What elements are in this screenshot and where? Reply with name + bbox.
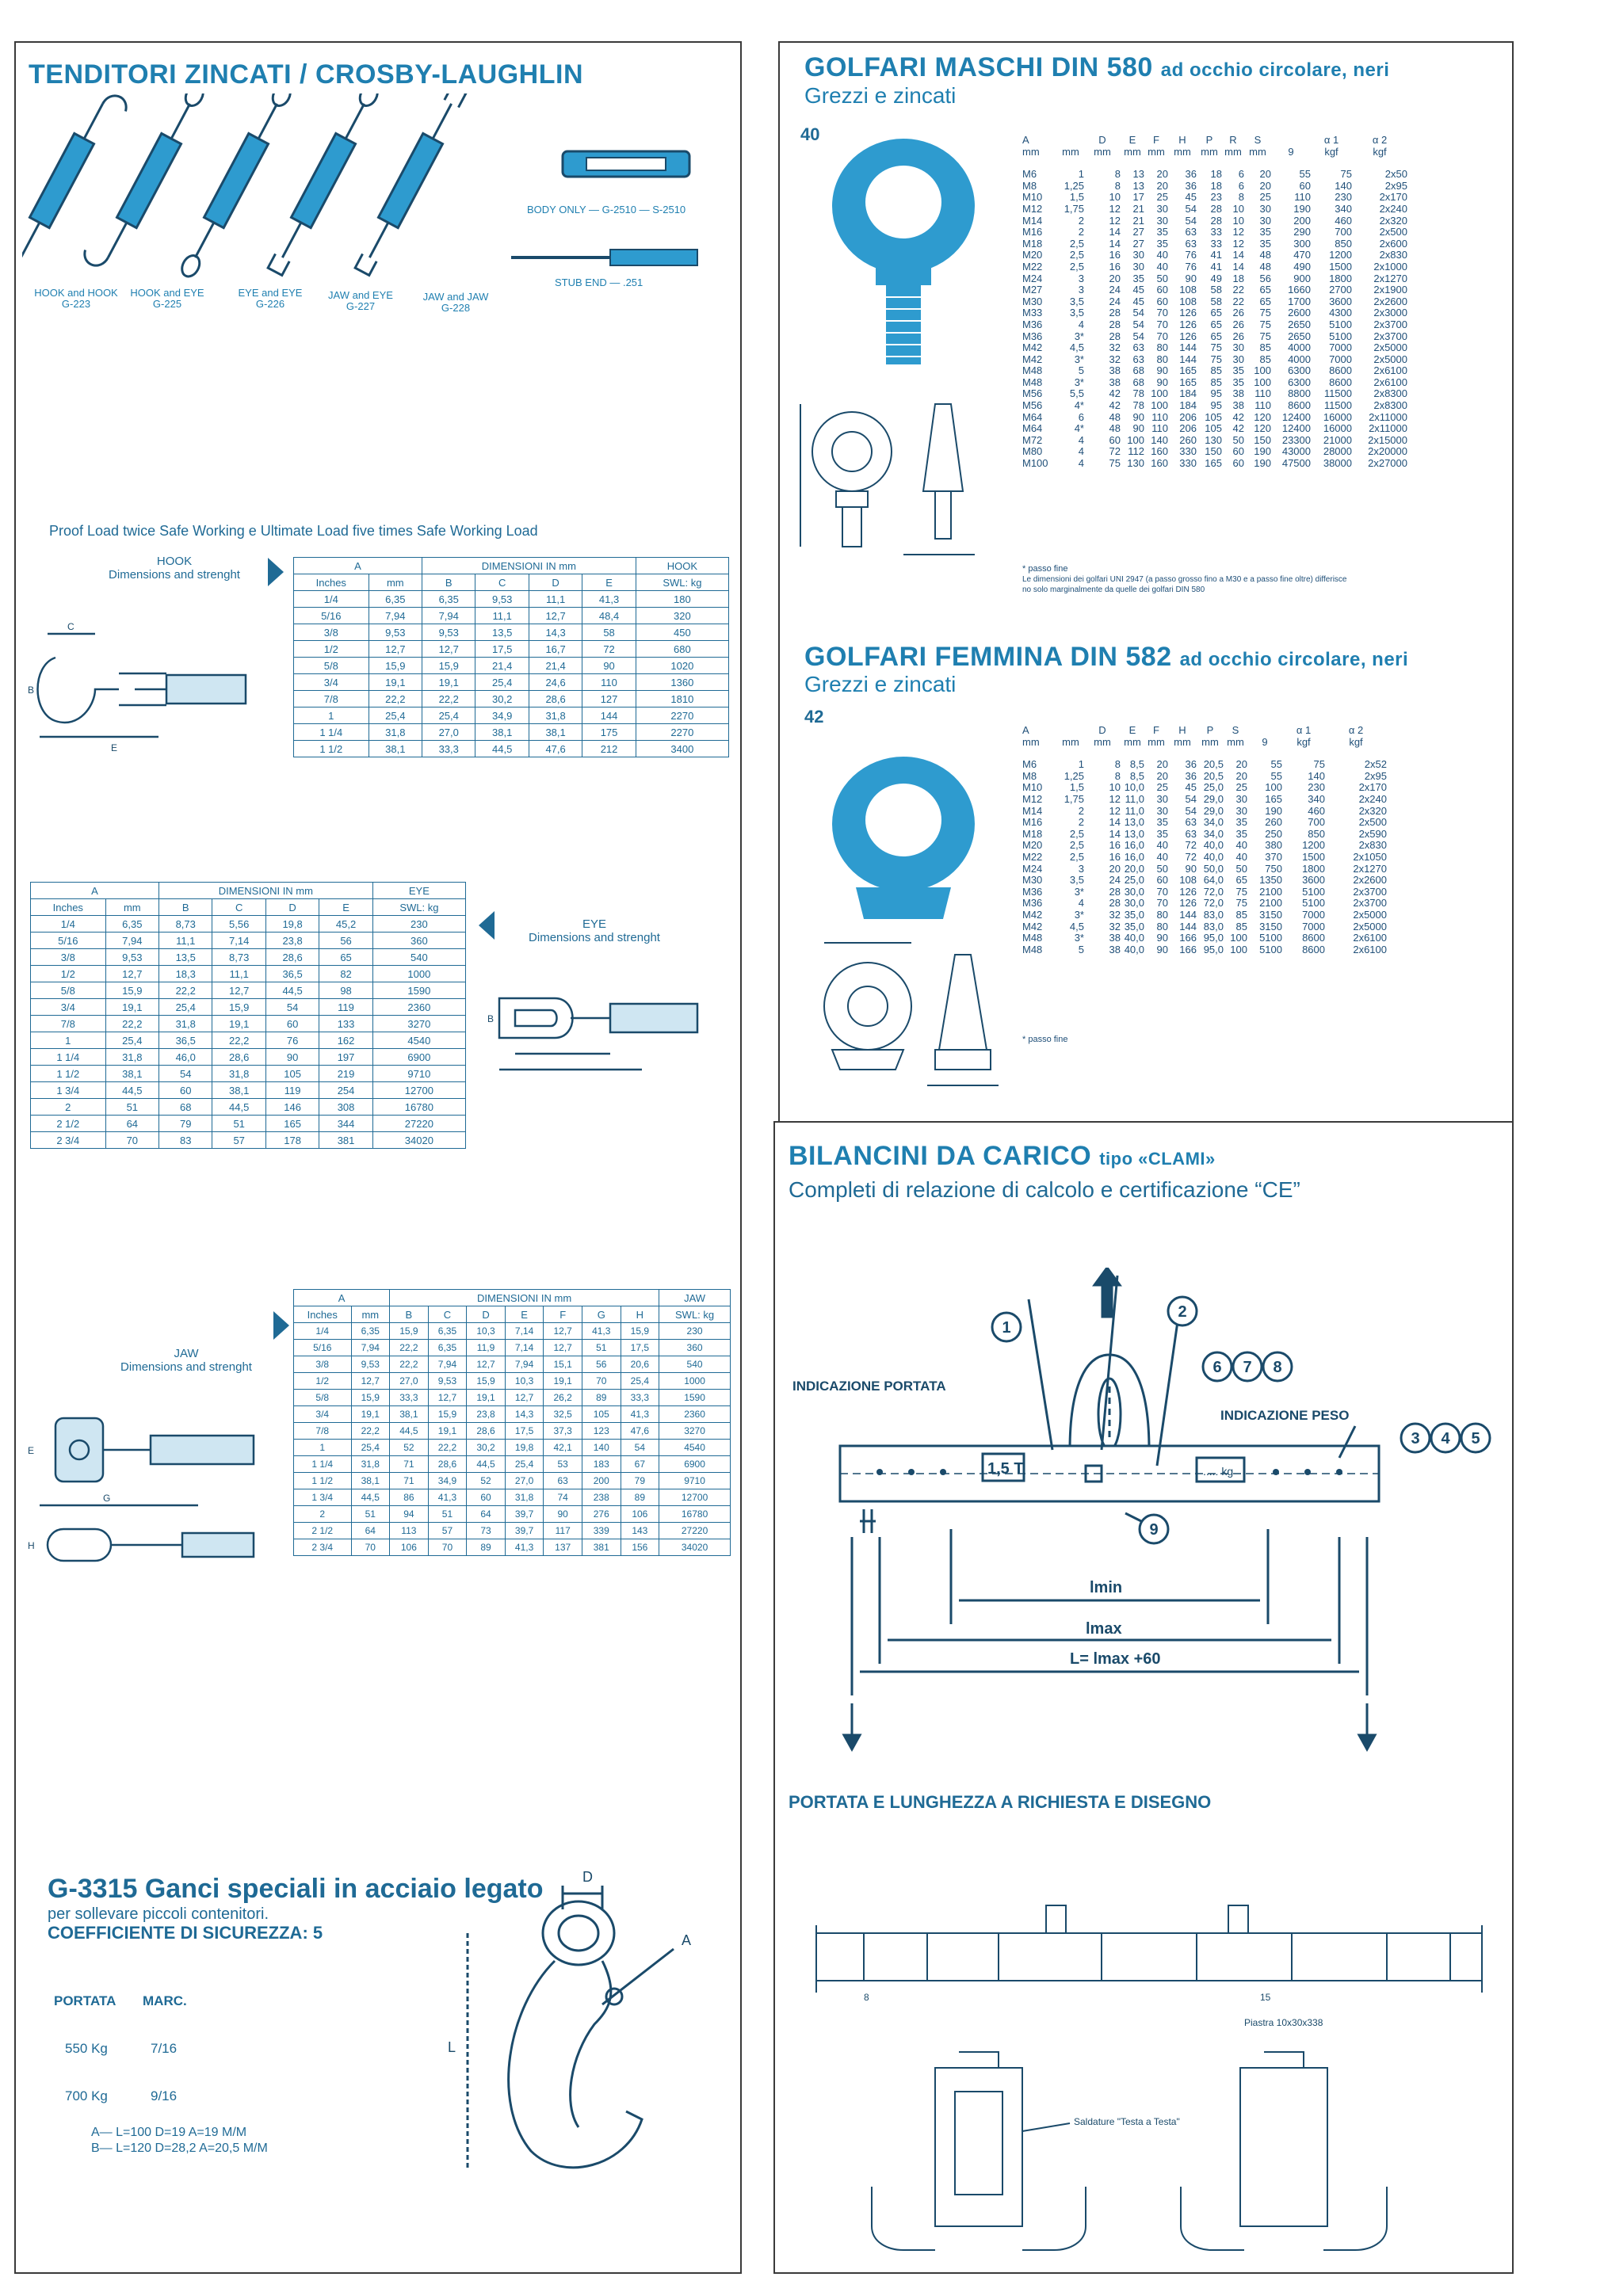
svg-text:15: 15 <box>1260 1992 1271 2003</box>
jaw-table-row: 1 3/4 44,5 86 41,3 60 31,8 74 238 89 12700 <box>294 1489 731 1506</box>
svg-text:C: C <box>67 621 74 632</box>
jaw-table: A DIMENSIONI IN mm JAW Inches mm B C D E F G H SWL: kg 1/4 6,35 15,9 6,35 10,3 7,14 12,7 41,3 15,9 230 5/16 7,94 22,2 6,35 11,9 7,14 12,7 51 17,5 360 3/8 9,53 22,2 7,94 12,7 7,94 15,1 56 20,6 540 1/2 12,7 27,0 9,53 15,9 10,3 19,1 70 25,4 1000 5/8 15,9 33,3 12,7 19,1 12,7 26,2 89 33,3 1590 3/4 19,1 38,1 15,9 23,8 14,3 32,5 105 41,3 2360 7/8 22,2 44,5 19,1 28,6 17,5 37,3 123 47,6 3270 1 25,4 52 22,2 30,2 19,8 42,1 140 54 4540 1 1/4 31,8 71 28,6 44,5 25,4 53 183 67 6900 1 1/2 38,1 71 34,9 52 27,0 63 200 79 9710 1 3/4 44,5 86 41,3 60 31,8 74 238 89 12700 2 51 94 51 64 39,7 90 276 106 16780 2 1/2 64 113 57 73 39,7 117 339 143 27220 2 3/4 70 106 70 89 41,3 137 381 156 34020 <box>293 1289 731 1556</box>
lmin-label: lmin <box>1090 1579 1123 1596</box>
g3315-sub2: COEFFICIENTE DI SICUREZZA: 5 <box>48 1923 323 1943</box>
female-eyebolt-icon <box>824 753 983 943</box>
hook-dimension-drawing <box>24 618 277 761</box>
eye-table-row: 1 1/2 38,1 54 31,8 105 219 9710 <box>31 1066 466 1082</box>
hook-table-row: 3/8 9,53 9,53 13,5 14,3 58 450 <box>294 624 729 641</box>
g3315-col-portata: PORTATA <box>54 1993 116 2008</box>
din582-table-row: M30 3,5 24 25,0 60 108 64,0 65 1350 3600 2x2600 <box>1022 874 1387 887</box>
eye-table-row: 1 25,4 36,5 22,2 76 162 4540 <box>31 1032 466 1049</box>
g3315-sub1: per sollevare piccoli contenitori. <box>48 1905 269 1923</box>
svg-text:2: 2 <box>1178 1303 1187 1321</box>
din582-table-row: M42 3* 32 35,0 80 144 83,0 85 3150 7000 2x5000 <box>1022 908 1387 921</box>
din582-table-row: M48 5 38 40,0 90 166 95,0 100 5100 8600 2x6100 <box>1022 943 1387 955</box>
svg-text:7: 7 <box>1243 1359 1252 1376</box>
jaw-table-row: 7/8 22,2 44,5 19,1 28,6 17,5 37,3 123 47,6 3270 <box>294 1423 731 1440</box>
din580-table-row: M64 6 48 90 110 206 105 42 120 12400 16000 2x11000 <box>1022 410 1407 423</box>
din580-table-row: M42 3* 32 63 80 144 75 30 85 4000 7000 2x5000 <box>1022 353 1407 365</box>
din582-title: GOLFARI FEMMINA DIN 582 ad occhio circolare, neri <box>804 642 1409 672</box>
eye-dimension-drawing <box>483 967 721 1085</box>
din582-table-row: M6 1 8 8,5 20 36 20,5 20 55 75 2x52 <box>1022 758 1387 771</box>
jaw-table-row: 1/2 12,7 27,0 9,53 15,9 10,3 19,1 70 25,4 1000 <box>294 1373 731 1390</box>
jaw-table-row: 2 51 94 51 64 39,7 90 276 106 16780 <box>294 1506 731 1523</box>
eye-arrow-icon <box>479 911 495 940</box>
g3315-row-1-marc: 7/16 <box>151 2041 178 2056</box>
din582-table-row: M22 2,5 16 16,0 40 72 40,0 40 370 1500 2x1050 <box>1022 850 1387 863</box>
eye-table-row: 1 1/4 31,8 46,0 28,6 90 197 6900 <box>31 1049 466 1066</box>
lifting-beam-section-drawing <box>800 1894 1498 2258</box>
L-label: L= lmax +60 <box>1070 1650 1161 1668</box>
din582-table-row: A D E F H P S α 1 α 2 <box>1022 724 1364 736</box>
jaw-table-row: 2 1/2 64 113 57 73 39,7 117 339 143 27220 <box>294 1523 731 1539</box>
weld-label: Saldature "Testa a Testa" <box>1074 2116 1180 2127</box>
jaw-table-row: 2 3/4 70 106 70 89 41,3 137 381 156 34020 <box>294 1539 731 1556</box>
din580-foot2: Le dimensioni dei golfari UNI 2947 (a passo grosso fino a M30 e a passo fine oltre) differisce <box>1022 575 1347 584</box>
indicazione-portata-label: INDICAZIONE PORTATA <box>792 1379 946 1394</box>
din582-table-row: M48 3* 38 40,0 90 166 95,0 100 5100 8600 2x6100 <box>1022 932 1387 944</box>
jaw-table-row: 3/4 19,1 38,1 15,9 23,8 14,3 32,5 105 41,3 2360 <box>294 1406 731 1423</box>
peso-badge: ..... kg <box>1203 1465 1234 1478</box>
din582-table-row: M20 2,5 16 16,0 40 72 40,0 40 380 1200 2x830 <box>1022 839 1387 852</box>
eye-table-row: 5/16 7,94 11,1 7,14 23,8 56 360 <box>31 933 466 949</box>
svg-text:1: 1 <box>1002 1319 1011 1337</box>
plate-label: Piastra 10x30x338 <box>1244 2017 1323 2028</box>
svg-text:8: 8 <box>1273 1359 1282 1376</box>
hook-table-row: 5/8 15,9 15,9 21,4 21,4 90 1020 <box>294 658 729 674</box>
din580-table-row: M100 4 75 130 160 330 165 60 190 47500 38000 2x27000 <box>1022 457 1407 470</box>
eye-table-row: 1/4 6,35 8,73 5,56 19,8 45,2 230 <box>31 916 466 933</box>
svg-text:A: A <box>682 1932 692 1948</box>
din580-table-row: M72 4 60 100 140 260 130 50 150 23300 21000 2x15000 <box>1022 433 1407 446</box>
male-eyebolt-dimension-drawing <box>785 388 1006 578</box>
eye-table-row: 1/2 12,7 18,3 11,1 36,5 82 1000 <box>31 966 466 982</box>
hook-table-row: 7/8 22,2 22,2 30,2 28,6 127 1810 <box>294 691 729 707</box>
din580-table-row: M27 3 24 45 60 108 58 22 65 1660 2700 2x1900 <box>1022 284 1407 296</box>
jaw-caption: JAW Dimensions and strenght <box>120 1347 252 1374</box>
hook-table-row: 1 1/4 31,8 27,0 38,1 38,1 175 2270 <box>294 724 729 741</box>
stub-end-label: STUB END — .251 <box>555 277 643 288</box>
eye-table-row: 2 1/2 64 79 51 165 344 27220 <box>31 1116 466 1132</box>
svg-text:E: E <box>111 742 118 753</box>
turnbuckle-label-3: EYE and EYE G-226 <box>238 287 303 310</box>
din582-table-row: M24 3 20 20,0 50 90 50,0 50 750 1800 2x1270 <box>1022 862 1387 875</box>
din580-table-row: M14 2 12 21 30 54 28 10 30 200 460 2x320 <box>1022 214 1407 227</box>
svg-text:E: E <box>28 1445 35 1456</box>
jaw-table-row: 1 1/2 38,1 71 34,9 52 27,0 63 200 79 9710 <box>294 1473 731 1489</box>
eye-table-row: 5/8 15,9 22,2 12,7 44,5 98 1590 <box>31 982 466 999</box>
lifting-beam-diagram <box>785 1268 1498 1775</box>
eye-table-row: 2 51 68 44,5 146 308 16780 <box>31 1099 466 1116</box>
jaw-table-row: 5/16 7,94 22,2 6,35 11,9 7,14 12,7 51 17,5 360 <box>294 1340 731 1356</box>
din580-table-row: M6 1 8 13 20 36 18 6 20 55 75 2x50 <box>1022 168 1407 181</box>
din580-table-row: M30 3,5 24 45 60 108 58 22 65 1700 3600 2x2600 <box>1022 295 1407 307</box>
din580-table-row: M36 3* 28 54 70 126 65 26 75 2650 5100 2x3700 <box>1022 330 1407 342</box>
indicazione-peso-label: INDICAZIONE PESO <box>1220 1408 1350 1423</box>
hook-arrow-icon <box>268 558 284 586</box>
din580-table-row: M56 5,5 42 78 100 184 95 38 110 8800 11500 2x8300 <box>1022 387 1407 400</box>
hook-caption: HOOK Dimensions and strenght <box>109 555 240 582</box>
hook-table-row: 1 1/2 38,1 33,3 44,5 47,6 212 3400 <box>294 741 729 757</box>
hook-table-row: 5/16 7,94 7,94 11,1 12,7 48,4 320 <box>294 608 729 624</box>
lmax-label: lmax <box>1086 1620 1122 1638</box>
din580-table-row: M33 3,5 28 54 70 126 65 26 75 2600 4300 2x3000 <box>1022 307 1407 319</box>
din580-foot1: * passo fine <box>1022 564 1068 574</box>
svg-text:8: 8 <box>864 1992 869 2003</box>
g3315-hook-drawing <box>444 1870 713 2218</box>
portata-badge: 1,5 T <box>987 1460 1024 1478</box>
din580-subtitle: Grezzi e zincati <box>804 83 957 108</box>
eye-table: A DIMENSIONI IN mm EYE Inches mm B C D E SWL: kg 1/4 6,35 8,73 5,56 19,8 45,2 230 5/16 7,94 11,1 7,14 23,8 56 360 3/8 9,53 13,5 8,73 28,6 65 540 1/2 12,7 18,3 11,1 36,5 82 1000 5/8 15,9 22,2 12,7 44,5 98 1590 3/4 19,1 25,4 15,9 54 119 2360 7/8 22,2 31,8 19,1 60 133 3270 1 25,4 36,5 22,2 76 162 4540 1 1/4 31,8 46,0 28,6 90 197 6900 1 1/2 38,1 54 31,8 105 219 9710 1 3/4 44,5 60 38,1 119 254 12700 2 51 68 44,5 146 308 16780 2 1/2 64 79 51 165 344 27220 2 3/4 70 83 57 178 381 34020 <box>30 882 466 1149</box>
svg-text:3: 3 <box>1411 1430 1420 1447</box>
g3315-col-marc: MARC. <box>143 1993 187 2008</box>
hook-table-row: 1/2 12,7 12,7 17,5 16,7 72 680 <box>294 641 729 658</box>
din582-table-row: M16 2 14 13,0 35 63 34,0 35 260 700 2x500 <box>1022 816 1387 829</box>
svg-text:B: B <box>28 685 35 696</box>
turnbuckle-label-1: HOOK and HOOK G-223 <box>34 287 118 310</box>
g3315-note-b: B— L=120 D=28,2 A=20,5 M/M <box>91 2142 268 2155</box>
din580-table-row: M10 1,5 10 17 25 45 23 8 25 110 230 2x170 <box>1022 191 1407 204</box>
svg-text:B: B <box>487 1013 495 1024</box>
turnbuckle-drawings <box>22 93 514 284</box>
male-eyebolt-icon <box>824 135 983 372</box>
turnbuckle-label-2: HOOK and EYE G-225 <box>130 287 204 310</box>
din582-table <box>1022 725 1387 955</box>
din580-table-row: M8 1,25 8 13 20 36 18 6 20 60 140 2x95 <box>1022 179 1407 192</box>
body-only-label: BODY ONLY — G-2510 — S-2510 <box>527 204 686 215</box>
din582-number: 42 <box>804 707 824 727</box>
svg-text:G: G <box>103 1493 111 1504</box>
svg-text:L: L <box>448 2039 456 2055</box>
din580-table-row: M48 5 38 68 90 165 85 35 100 6300 8600 2x6100 <box>1022 364 1407 377</box>
g3315-row-2-portata: 700 Kg <box>65 2088 108 2103</box>
din580-title: GOLFARI MASCHI DIN 580 ad occhio circolare, neri <box>804 52 1390 82</box>
hook-table-row: 1 25,4 25,4 34,9 31,8 144 2270 <box>294 707 729 724</box>
din582-subtitle: Grezzi e zincati <box>804 672 957 696</box>
eye-table-row: 1 3/4 44,5 60 38,1 119 254 12700 <box>31 1082 466 1099</box>
din580-table-row: M20 2,5 16 30 40 76 41 14 48 470 1200 2x830 <box>1022 249 1407 261</box>
jaw-table-row: 3/8 9,53 22,2 7,94 12,7 7,94 15,1 56 20,6 540 <box>294 1356 731 1373</box>
g3315-note-a: A— L=100 D=19 A=19 M/M <box>91 2126 247 2139</box>
din580-foot3: no solo marginalmente da quelle dei golfari DIN 580 <box>1022 585 1205 594</box>
jaw-dimension-drawing <box>24 1386 285 1600</box>
svg-text:D: D <box>582 1870 593 1885</box>
din580-table-row: M24 3 20 35 50 90 49 18 56 900 1800 2x1270 <box>1022 272 1407 284</box>
din580-table-row: M42 4,5 32 63 80 144 75 30 85 4000 7000 2x5000 <box>1022 341 1407 354</box>
din582-table-row: M42 4,5 32 35,0 80 144 83,0 85 3150 7000 2x5000 <box>1022 920 1387 933</box>
eye-table-row: 7/8 22,2 31,8 19,1 60 133 3270 <box>31 1016 466 1032</box>
g3315-row-2-marc: 9/16 <box>151 2088 178 2103</box>
din582-table-row: M8 1,25 8 8,5 20 36 20,5 20 55 140 2x95 <box>1022 769 1387 782</box>
left-title: TENDITORI ZINCATI / CROSBY-LAUGHLIN <box>29 59 584 90</box>
din580-table-row: M80 4 72 112 160 330 150 60 190 43000 28000 2x20000 <box>1022 445 1407 458</box>
din582-table-row: M12 1,75 12 11,0 30 54 29,0 30 165 340 2x240 <box>1022 792 1387 805</box>
eye-table-row: 3/4 19,1 25,4 15,9 54 119 2360 <box>31 999 466 1016</box>
hook-table-row: 1/4 6,35 6,35 9,53 11,1 41,3 180 <box>294 591 729 608</box>
din582-table-row: mm mm mm mm mm mm mm mm 9 kgf kgf <box>1022 735 1363 748</box>
din582-foot1: * passo fine <box>1022 1035 1068 1044</box>
bilancini-title: BILANCINI DA CARICO tipo «CLAMI» <box>789 1141 1216 1171</box>
din580-table-row: M64 4* 48 90 110 206 105 42 120 12400 16000 2x11000 <box>1022 422 1407 435</box>
din580-table-row: M16 2 14 27 35 63 33 12 35 290 700 2x500 <box>1022 226 1407 238</box>
stub-end-drawing <box>507 246 705 269</box>
g3315-title: G-3315 Ganci speciali in acciaio legato <box>48 1874 544 1904</box>
din580-table-row: M36 4 28 54 70 126 65 26 75 2650 5100 2x3700 <box>1022 318 1407 330</box>
din580-table-row: A D E F H P R S α 1 α 2 <box>1022 134 1388 146</box>
din582-table-row: M10 1,5 10 10,0 25 45 25,0 25 100 230 2x170 <box>1022 781 1387 794</box>
eye-table-row: 3/8 9,53 13,5 8,73 28,6 65 540 <box>31 949 466 966</box>
din582-table-row: M36 4 28 30,0 70 126 72,0 75 2100 5100 2x3700 <box>1022 897 1387 910</box>
svg-text:9: 9 <box>1149 1521 1159 1539</box>
svg-text:H: H <box>28 1540 35 1551</box>
din580-table-row: M22 2,5 16 30 40 76 41 14 48 490 1500 2x1000 <box>1022 260 1407 273</box>
jaw-table-row: 1 1/4 31,8 71 28,6 44,5 25,4 53 183 67 6900 <box>294 1456 731 1473</box>
jaw-table-row: 1 25,4 52 22,2 30,2 19,8 42,1 140 54 4540 <box>294 1440 731 1456</box>
turnbuckle-label-5: JAW and JAW G-228 <box>422 291 489 314</box>
turnbuckle-label-4: JAW and EYE G-227 <box>328 289 393 312</box>
bilancini-footer: PORTATA E LUNGHEZZA A RICHIESTA E DISEGNO <box>789 1792 1212 1812</box>
jaw-table-row: 1/4 6,35 15,9 6,35 10,3 7,14 12,7 41,3 15,9 230 <box>294 1323 731 1340</box>
g3315-row-1-portata: 550 Kg <box>65 2041 108 2056</box>
hook-table-row: 3/4 19,1 19,1 25,4 24,6 110 1360 <box>294 674 729 691</box>
din582-table-row: M14 2 12 11,0 30 54 29,0 30 190 460 2x320 <box>1022 804 1387 817</box>
din582-table-row: M36 3* 28 30,0 70 126 72,0 75 2100 5100 2x3700 <box>1022 885 1387 898</box>
din580-number: 40 <box>800 124 820 144</box>
din582-table-row: M18 2,5 14 13,0 35 63 34,0 35 250 850 2x590 <box>1022 827 1387 840</box>
svg-text:4: 4 <box>1441 1430 1450 1447</box>
eye-caption: EYE Dimensions and strenght <box>529 917 660 944</box>
bilancini-subtitle: Completi di relazione di calcolo e certificazione “CE” <box>789 1177 1300 1202</box>
body-only-drawing <box>555 145 697 185</box>
din580-table-row: M18 2,5 14 27 35 63 33 12 35 300 850 2x600 <box>1022 237 1407 250</box>
eye-table-row: 2 3/4 70 83 57 178 381 34020 <box>31 1132 466 1149</box>
din580-table-row: mm mm mm mm mm mm mm mm mm 9 kgf kgf <box>1022 145 1387 158</box>
proof-load-note: Proof Load twice Safe Working e Ultimate Load five times Safe Working Load <box>49 523 538 539</box>
din580-table-row: M12 1,75 12 21 30 54 28 10 30 190 340 2x240 <box>1022 202 1407 215</box>
svg-text:5: 5 <box>1471 1430 1480 1447</box>
jaw-table-row: 5/8 15,9 33,3 12,7 19,1 12,7 26,2 89 33,3 1590 <box>294 1390 731 1406</box>
hook-table: A DIMENSIONI IN mm HOOK Inches mm B C D E SWL: kg 1/4 6,35 6,35 9,53 11,1 41,3 180 5/16 7,94 7,94 11,1 12,7 48,4 320 3/8 9,53 9,53 13,5 14,3 58 450 1/2 12,7 12,7 17,5 16,7 72 680 5/8 15,9 15,9 21,4 21,4 90 1020 3/4 19,1 19,1 25,4 24,6 110 1360 7/8 22,2 22,2 30,2 28,6 127 1810 1 25,4 25,4 34,9 31,8 144 2270 1 1/4 31,8 27,0 38,1 38,1 175 2270 1 1/2 38,1 33,3 44,5 47,6 212 3400 <box>293 557 729 757</box>
din580-table-row: M56 4* 42 78 100 184 95 38 110 8600 11500 2x8300 <box>1022 399 1407 412</box>
din580-table <box>1022 135 1407 470</box>
svg-text:6: 6 <box>1212 1359 1222 1376</box>
jaw-arrow-icon <box>273 1311 289 1340</box>
female-eyebolt-dimension-drawing <box>800 935 1022 1101</box>
din580-table-row: M48 3* 38 68 90 165 85 35 100 6300 8600 2x6100 <box>1022 376 1407 388</box>
